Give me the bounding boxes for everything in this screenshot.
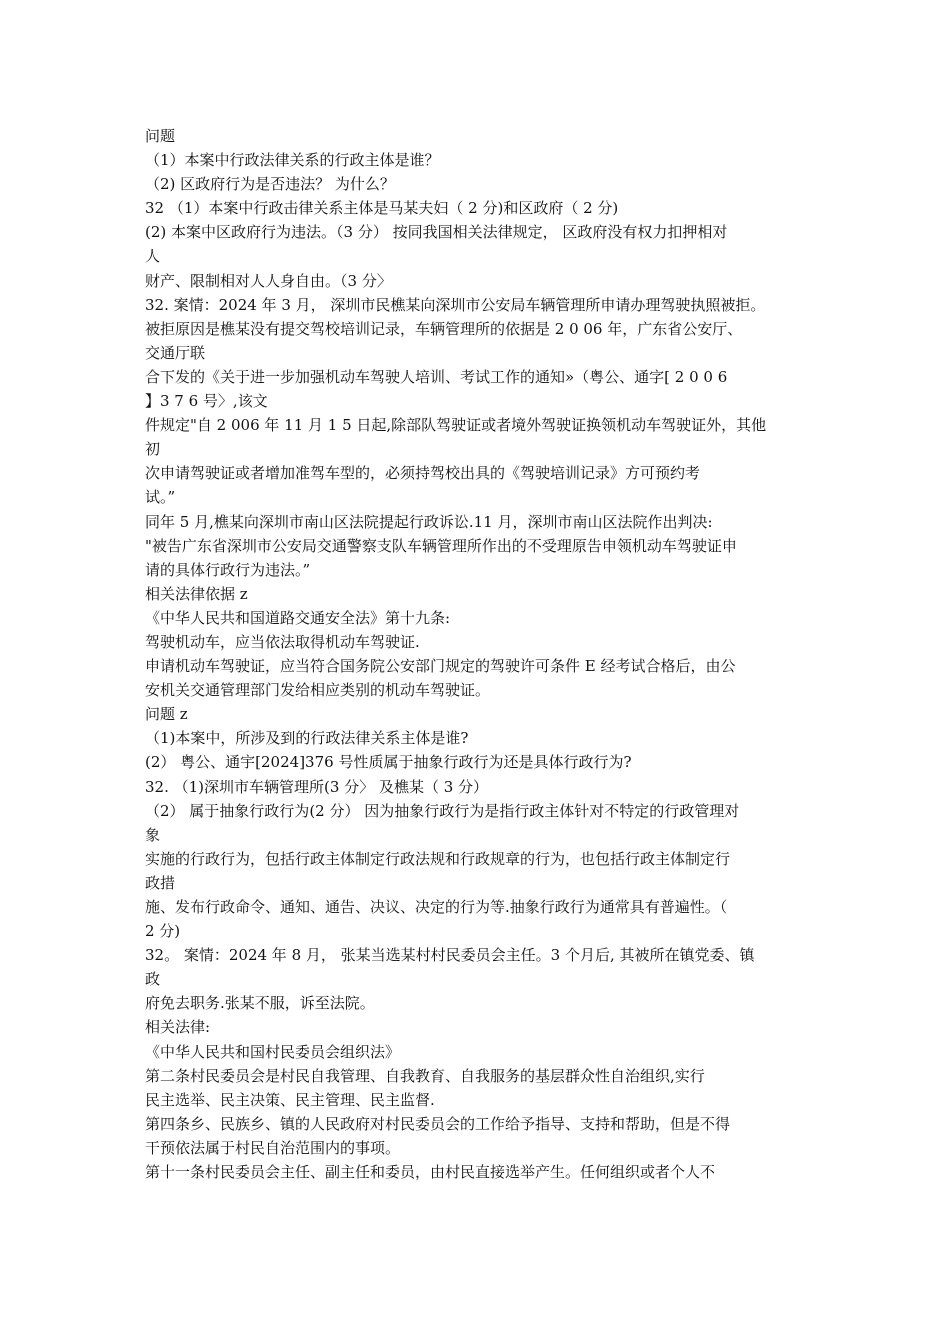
- text-line: 32. （1)深圳市车辆管理所(3 分〉 及樵某（ 3 分）: [145, 777, 489, 796]
- text-line: 问题 z: [145, 705, 188, 724]
- text-line: 合下发的《关于进一步加强机动车驾驶人培训、考试工作的通知»（粤公、通字[ 2 0 0 6: [145, 367, 728, 386]
- text-line: 《中华人民共和国村民委员会组织法》: [145, 1042, 401, 1061]
- text-line: 《中华人民共和国道路交通安全法》第十九条:: [145, 608, 451, 627]
- text-line: 相关法律:: [145, 1018, 211, 1037]
- text-line: 被拒原因是樵某没有提交驾校培训记录，车辆管理所的依据是 2 0 06 年，广东省公安厅、: [145, 319, 743, 338]
- text-line: 安机关交通管理部门发给相应类别的机动车驾驶证。: [145, 681, 491, 700]
- text-line: （2） 属于抽象行政行为(2 分） 因为抽象行政行为是指行政主体针对不特定的行政管理对: [145, 801, 740, 820]
- text-line: 交通厅联: [145, 343, 206, 362]
- text-line: 施、发布行政命令、通知、通告、决议、决定的行为等.抽象行政行为通常具有普遍性。（: [145, 898, 728, 916]
- text-line: 32. 案情：2024 年 3 月， 深圳市民樵某向深圳市公安局车辆管理所申请办理驾驶执照被拒。: [145, 295, 766, 314]
- text-line: 干预依法属于村民自治范围内的事项。: [145, 1138, 401, 1157]
- text-line: 财产、限制相对人人身自由。（3 分〉: [145, 271, 392, 290]
- text-line: 政措: [145, 873, 176, 892]
- text-line: 件规定"自 2 006 年 11 月 1 5 日起,除部队驾驶证或者境外驾驶证换领机动车驾驶证外，其他: [145, 416, 767, 435]
- text-line: 民主选举、民主决策、民主管理、民主监督.: [145, 1090, 435, 1109]
- text-line: 32。 案情：2024 年 8 月， 张某当选某村村民委员会主任。3 个月后, 其被所在镇党委、镇: [145, 946, 755, 965]
- text-line: (2) 本案中区政府行为违法。（3 分） 按同我国相关法律规定， 区政府没有权力扣押相对: [145, 223, 728, 242]
- text-line: 同年 5 月,樵某向深圳市南山区法院提起行政诉讼.11 月，深圳市南山区法院作出判决:: [145, 512, 713, 531]
- text-line: 政: [145, 970, 161, 989]
- text-line: 象: [145, 825, 161, 844]
- text-line: 试。”: [145, 488, 176, 507]
- text-line: 】3 7 6 号〉,该文: [145, 392, 268, 411]
- text-line: 申请机动车驾驶证，应当符合国务院公安部门规定的驾驶许可条件 E 经考试合格后，由公: [145, 657, 736, 676]
- text-line: （1）本案中行政法律关系的行政主体是谁？: [145, 151, 440, 170]
- text-line: （1)本案中，所涉及到的行政法律关系主体是谁?: [145, 729, 469, 748]
- text-line: 第十一条村民委员会主任、副主任和委员，由村民直接选举产生。任何组织或者个人不: [145, 1163, 716, 1182]
- text-line: 实施的行政行为，包括行政主体制定行政法规和行政规章的行为，也包括行政主体制定行: [145, 849, 731, 868]
- text-line: 第二条村民委员会是村民自我管理、自我教育、自我服务的基层群众性自治组织,实行: [145, 1066, 705, 1085]
- text-line: 人: [145, 247, 161, 266]
- text-line: 初: [145, 440, 161, 459]
- text-line: 相关法律依据 z: [145, 584, 248, 603]
- text-line: 驾驶机动车，应当依法取得机动车驾驶证.: [145, 632, 420, 651]
- text-line: "被告广东省深圳市公安局交通警察支队车辆管理所作出的不受理原告申领机动车驾驶证申: [145, 536, 737, 555]
- text-line: (2） 粤公、通宇[2024]376 号性质属于抽象行政行为还是具体行政行为?: [145, 753, 632, 772]
- text-line: 次申请驾驶证或者增加准驾车型的，必须持驾校出具的《驾驶培训记录》方可预约考: [145, 464, 701, 483]
- text-line: 32 （1）本案中行政击律关系主体是马某夫妇（ 2 分)和区政府（ 2 分): [145, 199, 619, 218]
- text-line: 问题: [145, 127, 176, 145]
- text-line: 第四条乡、民族乡、镇的人民政府对村民委员会的工作给予指导、支持和帮助，但是不得: [145, 1114, 731, 1133]
- text-line: 府免去职务.张某不服，诉至法院。: [145, 994, 375, 1013]
- text-line: 2 分): [145, 922, 181, 941]
- text-line: 请的具体行政行为违法。”: [145, 560, 311, 579]
- text-line: （2) 区政府行为是否违法？ 为什么？: [145, 175, 395, 194]
- document-body: [145, 124, 815, 1184]
